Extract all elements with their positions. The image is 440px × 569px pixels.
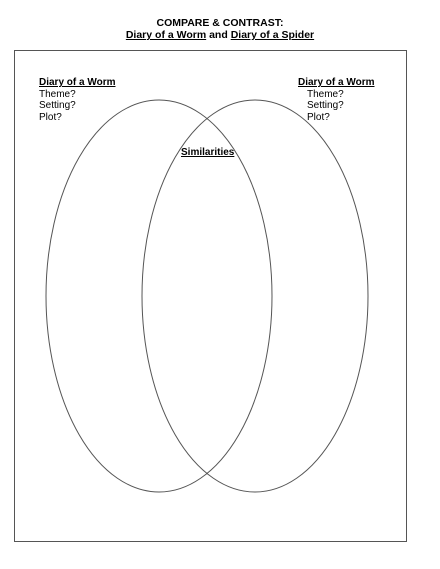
right-circle-label-block [298,77,375,123]
subtitle-book-right: Diary of a Spider [230,29,315,41]
left-setting-prompt: Setting? [39,100,76,111]
right-setting-prompt: Setting? [307,100,344,111]
left-book-heading: Diary of a Worm [39,77,116,88]
venn-right-circle [142,100,368,492]
right-book-heading: Diary of a Worm [298,77,375,88]
page-title: COMPARE & CONTRAST: [156,17,284,29]
subtitle-book-left: Diary of a Worm [125,29,207,41]
left-theme-prompt: Theme? [39,88,76,100]
left-plot-prompt: Plot? [39,111,62,123]
right-plot-prompt: Plot? [307,111,330,123]
subtitle-join: and [206,29,231,41]
left-circle-label-block [39,77,116,123]
right-theme-prompt: Theme? [307,88,344,100]
venn-left-circle [46,100,272,492]
similarities-label: Similarities [181,147,235,158]
